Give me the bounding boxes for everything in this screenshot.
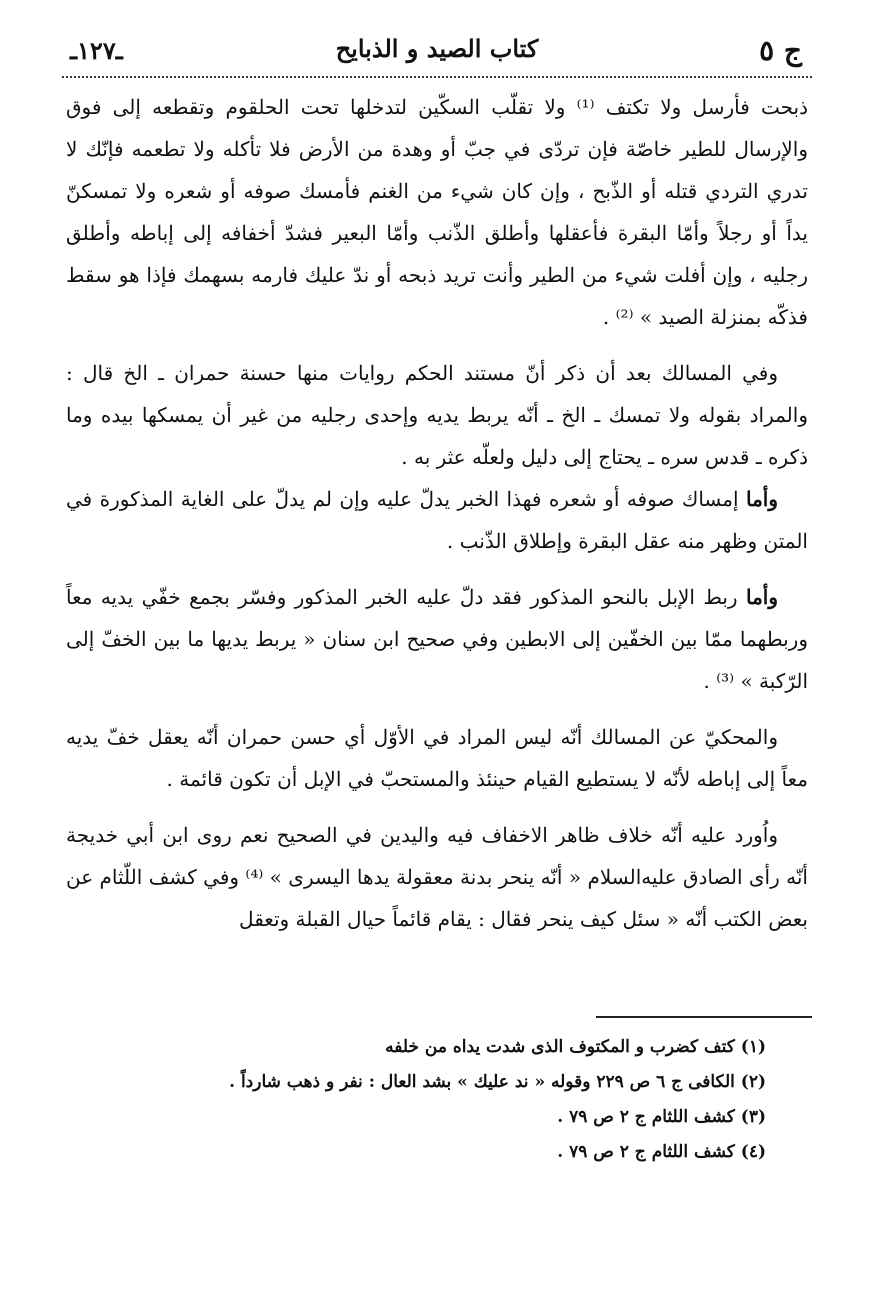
footnote-3: (٣) كشف اللثام ج ٢ ص ٧٩ . [557,1107,766,1127]
footnote-1: (١) كتف كضرب و المكتوف الذى شدت يداه من خلفه [385,1037,766,1057]
paragraph-3 [66,478,808,562]
footnotes [66,1030,766,1170]
footnote-divider [596,1016,812,1018]
volume-label: ج ٥ [759,34,802,67]
paragraph-4-text: ربط الإبل بالنحو المذكور فقد دلّ عليه الخبر المذكور وفسّر بجمع خفّي يديه معاً وربطهما ممّا بين الخفّين إلى الابطين وفي صحيح ابن سنان « يربط يديها ما بين الخفّ إلى الرّكبة » ⁽³⁾ . [66,585,808,693]
paragraph-3-lead: وأما [745,487,778,511]
paragraph-4 [66,576,808,702]
paragraph-4-lead: وأما [745,585,778,609]
page-number: ـ١٢٧ـ [70,36,123,65]
header-divider [62,76,812,78]
paragraph-5: والمحكيّ عن المسالك أنّه ليس المراد في الأوّل أي حسن حمران أنّه يعقل خفّ يديه معاً إلى إباطه لأنّه لا يستطيع القيام حينئذ والمستحبّ في الإبل أن تكون قائمة . [66,725,808,791]
main-text [66,86,808,940]
page-header [66,30,808,78]
paragraph-3-text: إمساك صوفه أو شعره فهذا الخبر يدلّ عليه وإن لم يدلّ على الغاية المذكورة في المتن وظهر منه عقل البقرة وإطلاق الذّنب . [66,487,808,553]
paragraph-1: ذبحت فأرسل ولا تكتف ⁽¹⁾ ولا تقلّب السكّين لتدخلها تحت الحلقوم وتقطعه إلى فوق والإرسال للطير خاصّة فإن تردّى في جبّ أو وهدة من الأرض فلا تأكله ولا تطعمه فإنّك لا تدري التردي قتله أو الذّبح ، وإن كان شيء من الغنم فأمسك صوفه أو شعره ولا تمسكنّ يداً أو رجلاً وأمّا البقرة فأعقلها وأطلق الذّنب وأمّا البعير فشدّ أخفافه إلى إباطه وأطلق رجليه ، وإن أفلت شيء من الطير وأنت تريد ذبحه أو ندّ عليك فارمه بسهمك فإذا هو سقط فذكّه بمنزلة الصيد » ⁽²⁾ . [66,95,808,329]
footnote-2: (٢) الكافى ج ٦ ص ٢٢٩ وقوله « ند عليك » بشد العال : نفر و ذهب شارداً . [229,1072,766,1092]
paragraph-2: وفي المسالك بعد أن ذكر أنّ مستند الحكم روايات منها حسنة حمران ـ الخ قال : والمراد بقوله ولا تمسك ـ الخ ـ أنّه يربط يديه وإحدى رجليه من غير أن يمسكها بيده وما ذكره ـ قدس سره ـ يحتاج إلى دليل ولعلّه عثر به . [66,361,808,469]
chapter-title: كتاب الصيد و الذبايح [335,34,539,63]
footnote-4: (٤) كشف اللثام ج ٢ ص ٧٩ . [557,1142,766,1162]
paragraph-6: واُورد عليه أنّه خلاف ظاهر الاخفاف فيه واليدين في الصحيح نعم روى ابن أبي خديجة أنّه رأى الصادق عليه‌السلام « أنّه ينحر بدنة معقولة يدها اليسرى » ⁽⁴⁾ وفي كشف اللّثام عن بعض الكتب أنّه « سئل كيف ينحر فقال : يقام قائماً حيال القبلة وتعقل [66,823,808,931]
